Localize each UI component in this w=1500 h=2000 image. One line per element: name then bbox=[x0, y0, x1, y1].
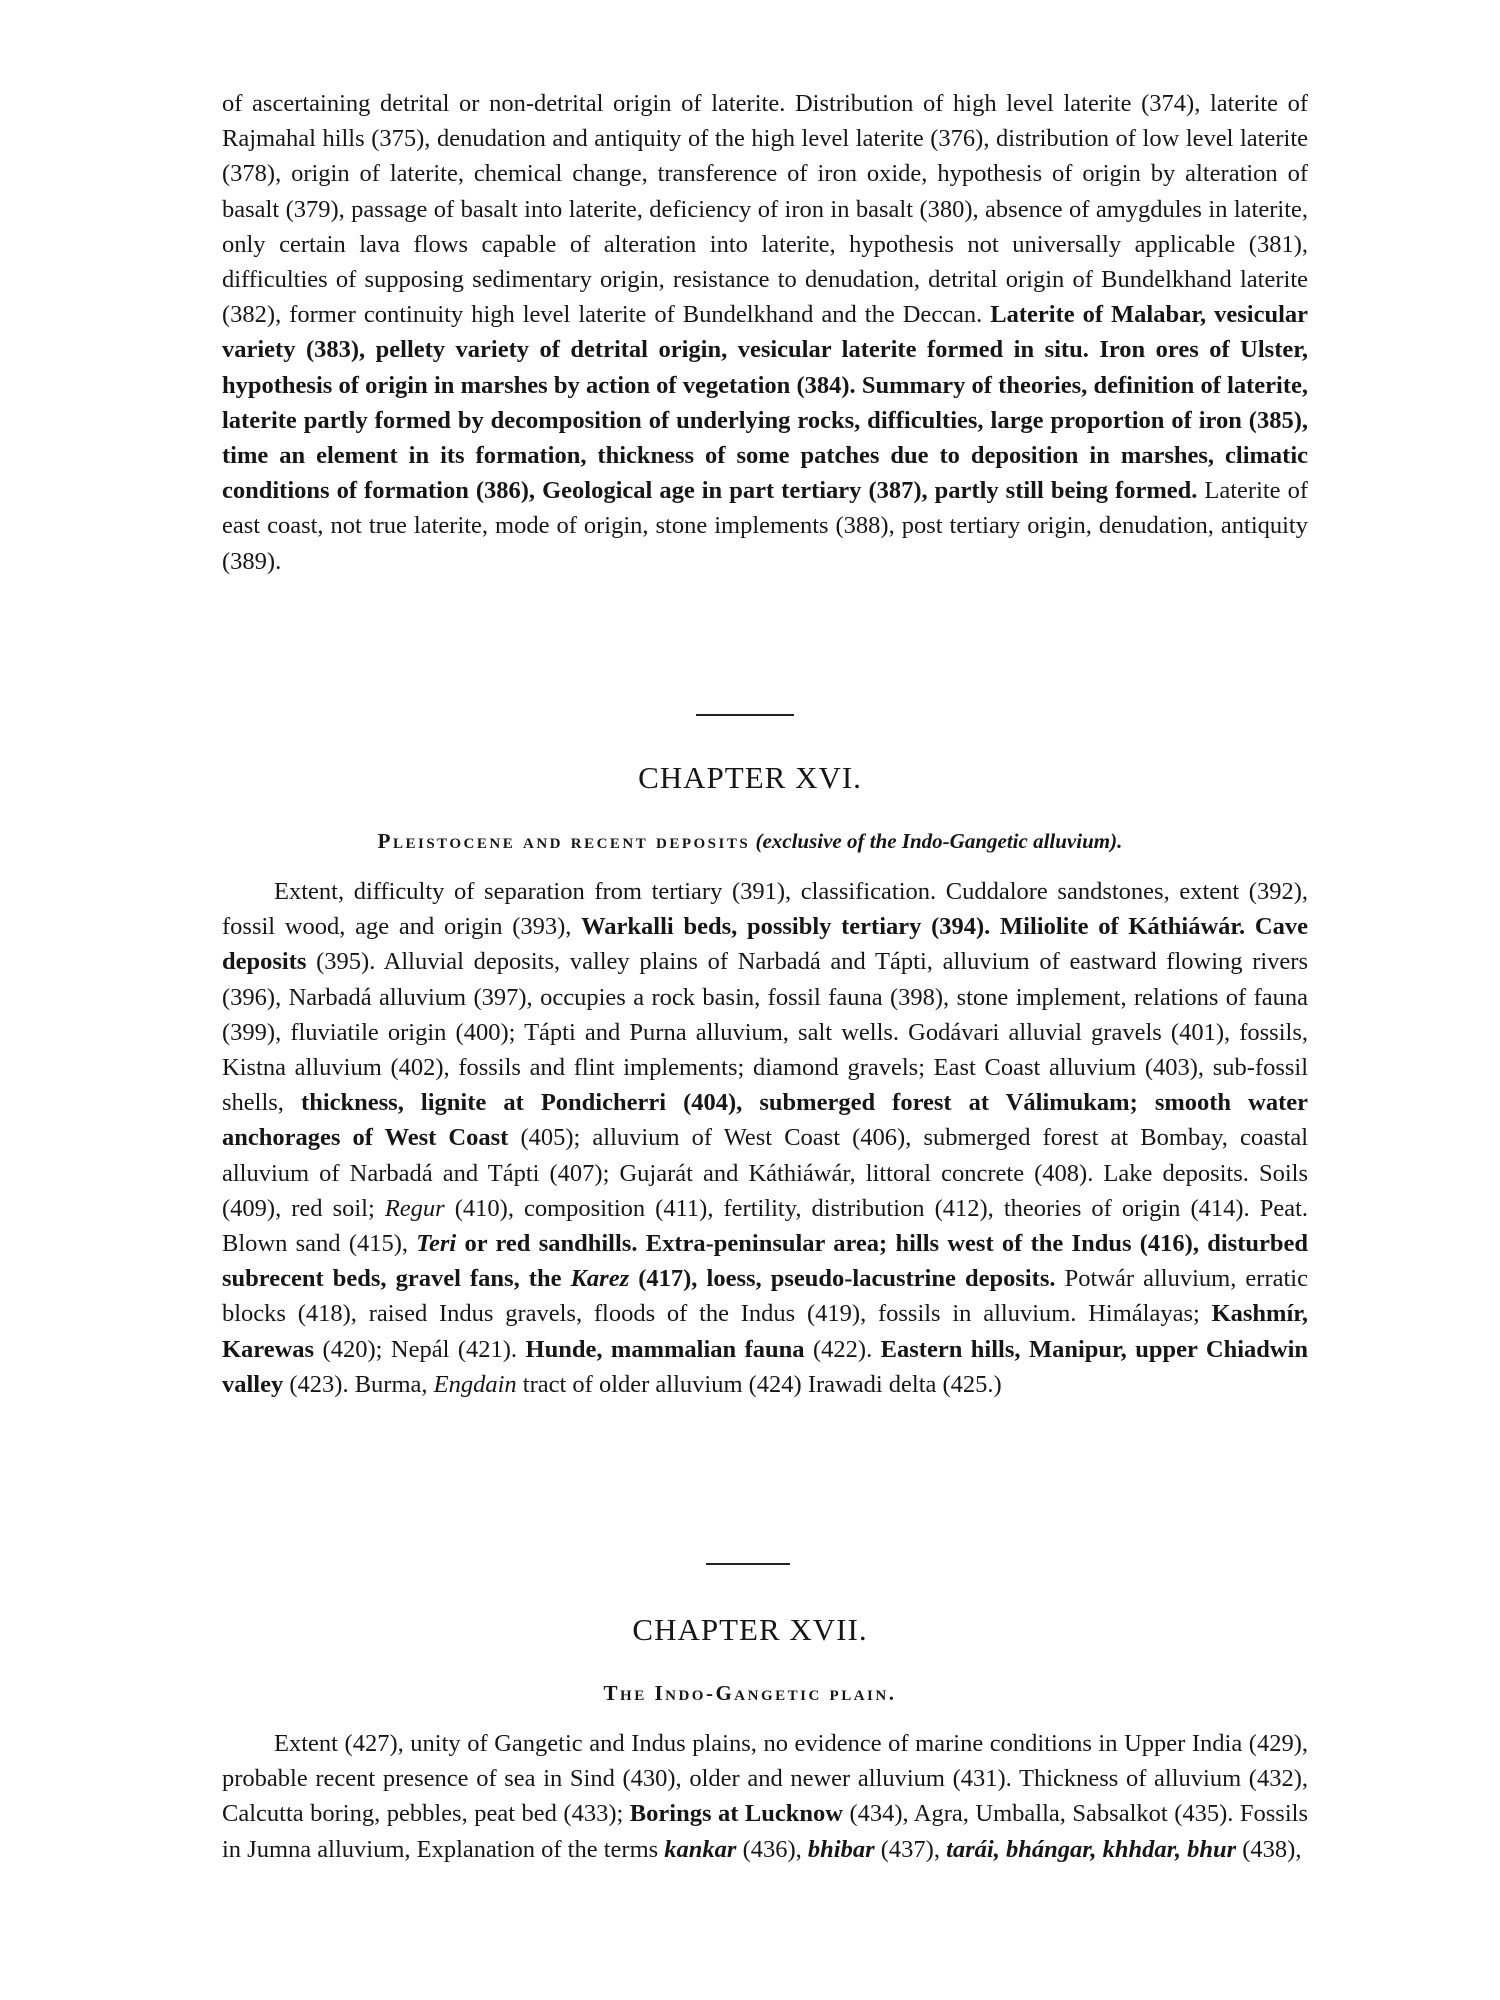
chapter-17-subtitle bbox=[0, 1681, 1500, 1706]
text-segment: (410), composition (411), fertility, distribution (412), theories of origin (414). Peat. Blown sand (415), bbox=[222, 1194, 1308, 1258]
text-segment: bhibar bbox=[807, 1835, 875, 1863]
text-segment: thickness, lignite at Pondicherri (404), submerged forest at Válimukam; smooth water anchorages of West Coast bbox=[222, 1089, 1308, 1152]
section-divider-rule bbox=[706, 1563, 790, 1565]
text-segment: of ascertaining detrital or non-detrital origin of laterite. Distribution of high level laterite (374), laterite of Rajmahal hills (375), denudation and antiquity of the high level laterite (376), distribution of low level laterite (378), origin of laterite, chemical change, transference of iron oxide, hypothesis of origin by alteration of basalt (379), passage of basalt into laterite, deficiency of iron in basalt (380), absence of amygdules in laterite, only certain lava flows capable of alteration into laterite, hypothesis not universally applicable (381), difficulties of supposing sedimentary origin, resistance to denudation, detrital origin of Bundelkhand laterite (382), former continuity high level laterite of Bundelkhand and the Deccan. bbox=[222, 90, 1308, 329]
text-segment: Extent (427), unity of Gangetic and Indus plains, no evidence of marine conditions in Upper India (429), probable recent presence of sea in Sind (430), older and newer alluvium (431). Thickness of alluvium (432), Calcutta boring, pebbles, peat bed (433); bbox=[222, 1730, 1308, 1828]
text-segment: Teri bbox=[416, 1230, 457, 1258]
text-segment: Laterite of Malabar, vesicular variety (383), pellety variety of detrital origin, vesicular laterite formed in situ. Iron ores of Ulster, hypothesis of origin in marshes by action of vegetation (384). Summary of theories, definition of laterite, laterite partly formed by decomposition of underlying rocks, difficulties, large proportion of iron (385), time an element in its formation, thickness of some patches due to deposition in marshes, climatic conditions of formation (386), Geological age in part tertiary (387), partly still being formed. bbox=[222, 301, 1308, 505]
chapter-16-paragraph bbox=[222, 874, 1308, 1402]
chapter-17-subtitle-caps: The Indo-Gangetic plain. bbox=[603, 1681, 897, 1705]
chapter-17-heading: CHAPTER XVII. bbox=[632, 1612, 868, 1647]
text-segment: Extent, difficulty of separation from tertiary (391), classification. Cuddalore sandstones, extent (392), fossil wood, age and origin (393), bbox=[222, 878, 1308, 941]
text-segment: Eastern hills, Manipur, upper Chiadwin valley bbox=[222, 1335, 1308, 1398]
text-segment: Engdain bbox=[433, 1370, 517, 1398]
text-segment: Karez bbox=[570, 1265, 630, 1293]
chapter-16-section bbox=[222, 874, 1308, 1402]
chapter-16-subtitle bbox=[0, 829, 1500, 854]
text-segment: (434), Agra, Umballa, Sabsalkot (435). Fossils in Jumna alluvium, Explanation of the terms bbox=[222, 1800, 1308, 1863]
text-segment: (438), bbox=[1236, 1835, 1302, 1863]
text-segment: tract of older alluvium (424) Irawadi delta (425.) bbox=[516, 1370, 1002, 1398]
intro-paragraph bbox=[222, 86, 1308, 579]
text-segment: Regur bbox=[384, 1194, 445, 1222]
chapter-17-paragraph bbox=[222, 1726, 1308, 1867]
text-segment: (405); alluvium of West Coast (406), submerged forest at Bombay, coastal alluvium of Narbadá and Tápti (407); Gujarát and Káthiáwár, littoral concrete (408). Lake deposits. Soils (409), red soil; bbox=[222, 1124, 1308, 1222]
chapter-16-subtitle-caps: Pleistocene and recent deposits bbox=[377, 829, 751, 853]
chapter-17-section bbox=[222, 1726, 1308, 1867]
text-segment: Warkalli beds, possibly tertiary (394). Miliolite of Káthiáwár. Cave deposits bbox=[222, 913, 1308, 976]
text-segment: Potwár alluvium, erratic blocks (418), raised Indus gravels, floods of the Indus (419), fossils in alluvium. Himálayas; bbox=[222, 1265, 1308, 1328]
text-segment: Kashmír, Karewas bbox=[222, 1300, 1308, 1363]
text-segment: Laterite of east coast, not true laterite, mode of origin, stone implements (388), post tertiary origin, denudation, antiquity (389). bbox=[222, 477, 1309, 575]
text-segment: Borings at Lucknow bbox=[629, 1800, 843, 1828]
chapter-16-subtitle-italic: (exclusive of the Indo-Gangetic alluvium). bbox=[755, 829, 1123, 853]
text-segment: Hunde, mammalian fauna bbox=[525, 1335, 805, 1363]
section-divider-rule bbox=[696, 714, 794, 716]
text-segment: (437), bbox=[874, 1835, 947, 1863]
text-segment: (422). bbox=[804, 1335, 881, 1363]
text-segment: (436), bbox=[736, 1835, 808, 1863]
text-segment: kankar bbox=[664, 1835, 737, 1863]
text-segment: (420); Nepál (421). bbox=[314, 1335, 526, 1363]
chapter-16-heading: CHAPTER XVI. bbox=[638, 760, 862, 795]
text-segment: (395). Alluvial deposits, valley plains of Narbadá and Tápti, alluvium of eastward flowing rivers (396), Narbadá alluvium (397), occupies a rock basin, fossil fauna (398), stone implement, relations of fauna (399), fluviatile origin (400); Tápti and Purna alluvium, salt wells. Godávari alluvial gravels (401), fossils, Kistna alluvium (402), fossils and flint implements; diamond gravels; East Coast alluvium (403), sub-fossil shells, bbox=[222, 948, 1308, 1117]
text-segment: or red sandhills. Extra-peninsular area; hills west of the Indus (416), disturbed subrecent beds, gravel fans, the bbox=[222, 1230, 1308, 1293]
text-segment: tarái, bhángar, khhdar, bhur bbox=[946, 1835, 1237, 1863]
text-segment: (417), loess, pseudo-lacustrine deposits. bbox=[629, 1265, 1056, 1293]
text-segment: (423). Burma, bbox=[283, 1370, 434, 1398]
intro-section bbox=[222, 86, 1308, 579]
